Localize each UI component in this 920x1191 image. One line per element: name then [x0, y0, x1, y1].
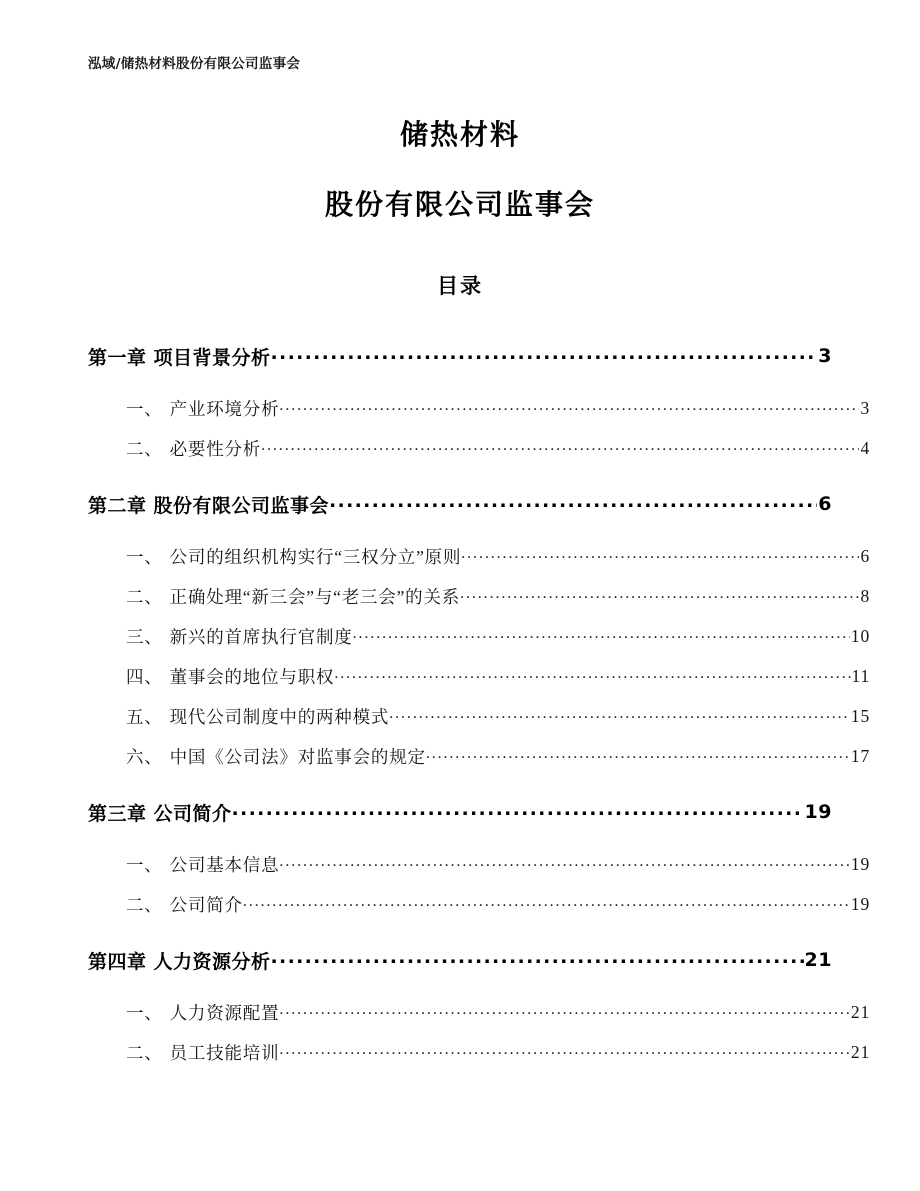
toc-section-row[interactable]: [88, 536, 870, 576]
toc-entry-label: 必要性分析: [169, 438, 262, 459]
toc-entry-number: 第二章: [88, 494, 147, 517]
toc-entry-label: 公司简介: [169, 894, 243, 915]
toc-entry-label: 正确处理“新三会”与“老三会”的关系: [169, 586, 461, 607]
toc-entry-number: 四、: [126, 666, 163, 687]
toc-dot-leader: [243, 895, 850, 913]
toc-section-row[interactable]: [88, 992, 870, 1032]
toc-entry-label: 项目背景分析: [153, 346, 271, 369]
toc-dot-leader: [279, 1003, 849, 1021]
toc-dot-leader: [329, 495, 817, 514]
toc-section-row[interactable]: [88, 576, 870, 616]
toc-dot-leader: [271, 347, 818, 366]
toc-section-row[interactable]: [88, 1032, 870, 1072]
toc-entry-page-number: 3: [860, 397, 870, 418]
table-of-contents: [88, 330, 870, 1072]
toc-dot-leader: [334, 667, 850, 685]
toc-section-row[interactable]: [88, 696, 870, 736]
toc-dot-leader: [461, 547, 859, 565]
toc-dot-leader: [261, 439, 859, 457]
toc-entry-label: 人力资源分析: [153, 950, 271, 973]
toc-entry-number: 第一章: [88, 346, 147, 369]
toc-entry-number: 第三章: [88, 802, 147, 825]
toc-entry-number: 二、: [126, 1042, 163, 1063]
toc-entry-page-number: 21: [804, 949, 832, 971]
toc-entry-number: 三、: [126, 626, 163, 647]
toc-entry-number: 一、: [126, 1002, 163, 1023]
toc-dot-leader: [460, 587, 859, 605]
toc-entry-number: 一、: [126, 546, 163, 567]
toc-entry-number: 二、: [126, 894, 163, 915]
toc-chapter-row[interactable]: [88, 330, 832, 382]
toc-entry-label: 公司的组织机构实行“三权分立”原则: [169, 546, 462, 567]
toc-entry-label: 董事会的地位与职权: [169, 666, 335, 687]
toc-entry-number: 一、: [126, 854, 163, 875]
toc-dot-leader: [389, 707, 850, 725]
toc-dot-leader: [353, 627, 850, 645]
toc-entry-page-number: 19: [850, 893, 870, 914]
page-title-line-2: 股份有限公司监事会: [324, 187, 595, 221]
toc-entry-number: 六、: [126, 746, 163, 767]
toc-section-row[interactable]: [88, 388, 870, 428]
toc-entry-page-number: 6: [818, 493, 832, 515]
toc-entry-page-number: 19: [804, 801, 832, 823]
toc-heading: 目录: [437, 274, 483, 298]
toc-entry-number: 一、: [126, 398, 163, 419]
running-header: 泓域/储热材料股份有限公司监事会: [88, 56, 301, 72]
toc-entry-label: 公司基本信息: [169, 854, 280, 875]
toc-entry-label: 中国《公司法》对监事会的规定: [169, 746, 426, 767]
toc-entry-page-number: 10: [850, 625, 870, 646]
toc-dot-leader: [279, 855, 849, 873]
toc-entry-page-number: 21: [850, 1001, 870, 1022]
toc-section-row[interactable]: [88, 428, 870, 468]
toc-section-row[interactable]: [88, 736, 870, 776]
toc-entry-label: 股份有限公司监事会: [153, 494, 330, 517]
toc-entry-page-number: 19: [850, 853, 870, 874]
toc-entry-label: 产业环境分析: [169, 398, 280, 419]
toc-section-row[interactable]: [88, 884, 870, 924]
toc-entry-label: 新兴的首席执行官制度: [169, 626, 353, 647]
toc-dot-leader: [232, 803, 804, 822]
toc-entry-page-number: 17: [850, 745, 870, 766]
toc-dot-leader: [426, 747, 850, 765]
toc-section-row[interactable]: [88, 656, 870, 696]
toc-chapter-row[interactable]: [88, 478, 832, 530]
toc-entry-page-number: 8: [860, 585, 870, 606]
toc-dot-leader: [271, 951, 804, 970]
toc-entry-label: 公司简介: [153, 802, 232, 825]
toc-section-row[interactable]: [88, 844, 870, 884]
toc-entry-number: 二、: [126, 586, 163, 607]
toc-entry-label: 人力资源配置: [169, 1002, 280, 1023]
toc-entry-label: 现代公司制度中的两种模式: [169, 706, 390, 727]
toc-entry-number: 五、: [126, 706, 163, 727]
toc-entry-page-number: 4: [860, 437, 870, 458]
toc-dot-leader: [279, 399, 859, 417]
cover-title-block: [0, 118, 920, 221]
toc-section-row[interactable]: [88, 616, 870, 656]
toc-chapter-row[interactable]: [88, 934, 832, 986]
toc-entry-page-number: 6: [860, 545, 870, 566]
toc-entry-number: 二、: [126, 438, 163, 459]
toc-dot-leader: [279, 1043, 849, 1061]
toc-entry-label: 员工技能培训: [169, 1042, 280, 1063]
toc-entry-page-number: 21: [850, 1041, 870, 1062]
toc-entry-page-number: 15: [850, 705, 870, 726]
toc-entry-number: 第四章: [88, 950, 147, 973]
page-title-line-1: 储热材料: [399, 118, 520, 151]
toc-entry-page-number: 3: [818, 345, 832, 367]
toc-chapter-row[interactable]: [88, 786, 832, 838]
toc-entry-page-number: 11: [851, 665, 870, 686]
